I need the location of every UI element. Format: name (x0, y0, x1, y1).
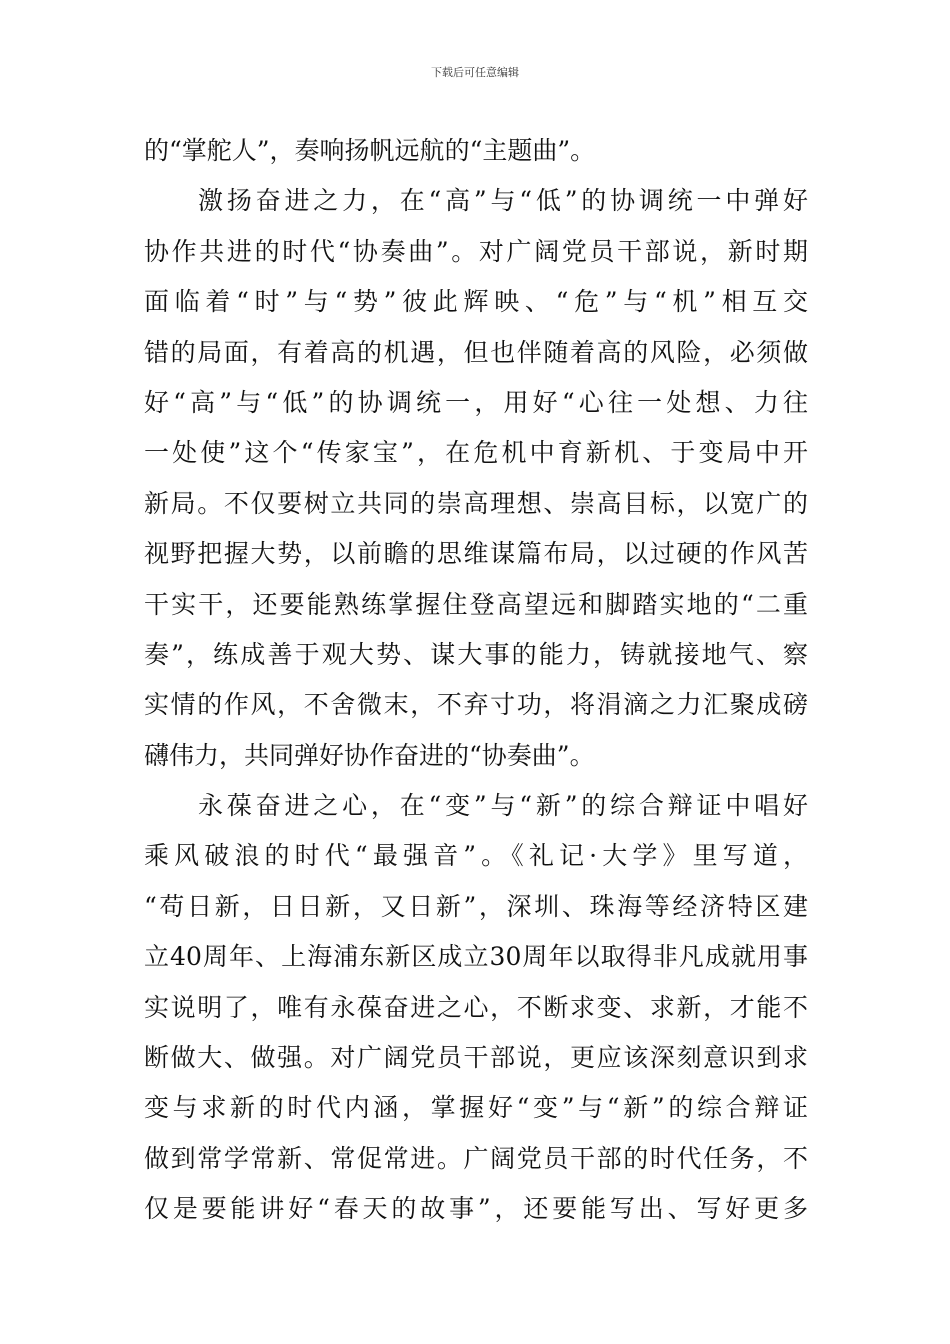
text-line: 实情的作风，不舍微末，不弃寸功，将涓滴之力汇聚成磅 (144, 690, 808, 720)
paragraph (144, 781, 808, 1235)
text-line: 永葆奋进之心，在“变”与“新”的综合辩证中唱好 (198, 791, 808, 821)
text-line: 的“掌舵人”，奏响扬帆远航的“主题曲”。 (144, 136, 596, 165)
text-line: 立40周年、上海浦东新区成立30周年以取得非凡成就用事 (144, 942, 808, 972)
text-line: 协作共进的时代“协奏曲”。对广阔党员干部说，新时期 (144, 236, 808, 266)
text-line: 实说明了，唯有永葆奋进之心，不断求变、求新，才能不 (144, 992, 808, 1022)
paragraph (144, 176, 808, 781)
text-line: 礴伟力，共同弹好协作奋进的“协奏曲”。 (144, 740, 595, 770)
text-line: 新局。不仅要树立共同的崇高理想、崇高目标，以宽广的 (144, 488, 808, 518)
text-line: 面临着“时”与“势”彼此辉映、“危”与“机”相互交 (144, 287, 808, 317)
text-line: 奏”，练成善于观大势、谋大事的能力，铸就接地气、察 (144, 639, 808, 669)
text-line: 激扬奋进之力，在“高”与“低”的协调统一中弹好 (198, 186, 808, 216)
text-line: 断做大、做强。对广阔党员干部说，更应该深刻意识到求 (144, 1043, 808, 1073)
text-line: 乘风破浪的时代“最强音”。《礼记·大学》里写道， (144, 841, 808, 871)
text-line: 一处使”这个“传家宝”，在危机中育新机、于变局中开 (144, 438, 808, 468)
text-line: 仅是要能讲好“春天的故事”，还要能写出、写好更多 (144, 1194, 808, 1224)
text-line: 干实干，还要能熟练掌握住登高望远和脚踏实地的“二重 (144, 589, 808, 619)
text-line: 视野把握大势，以前瞻的思维谋篇布局，以过硬的作风苦 (144, 539, 808, 569)
text-line: 错的局面，有着高的机遇，但也伴随着高的风险，必须做 (144, 337, 808, 367)
text-line: 好“高”与“低”的协调统一，用好“心往一处想、力往 (144, 387, 808, 417)
text-line: 变与求新的时代内涵，掌握好“变”与“新”的综合辩证 (144, 1093, 808, 1123)
document-body (144, 126, 808, 1235)
text-line: 做到常学常新、常促常进。广阔党员干部的时代任务，不 (144, 1143, 808, 1173)
text-line: “苟日新，日日新，又日新”，深圳、珠海等经济特区建 (144, 891, 808, 921)
page-header: 下载后可任意编辑 (431, 66, 519, 79)
paragraph (144, 126, 808, 176)
